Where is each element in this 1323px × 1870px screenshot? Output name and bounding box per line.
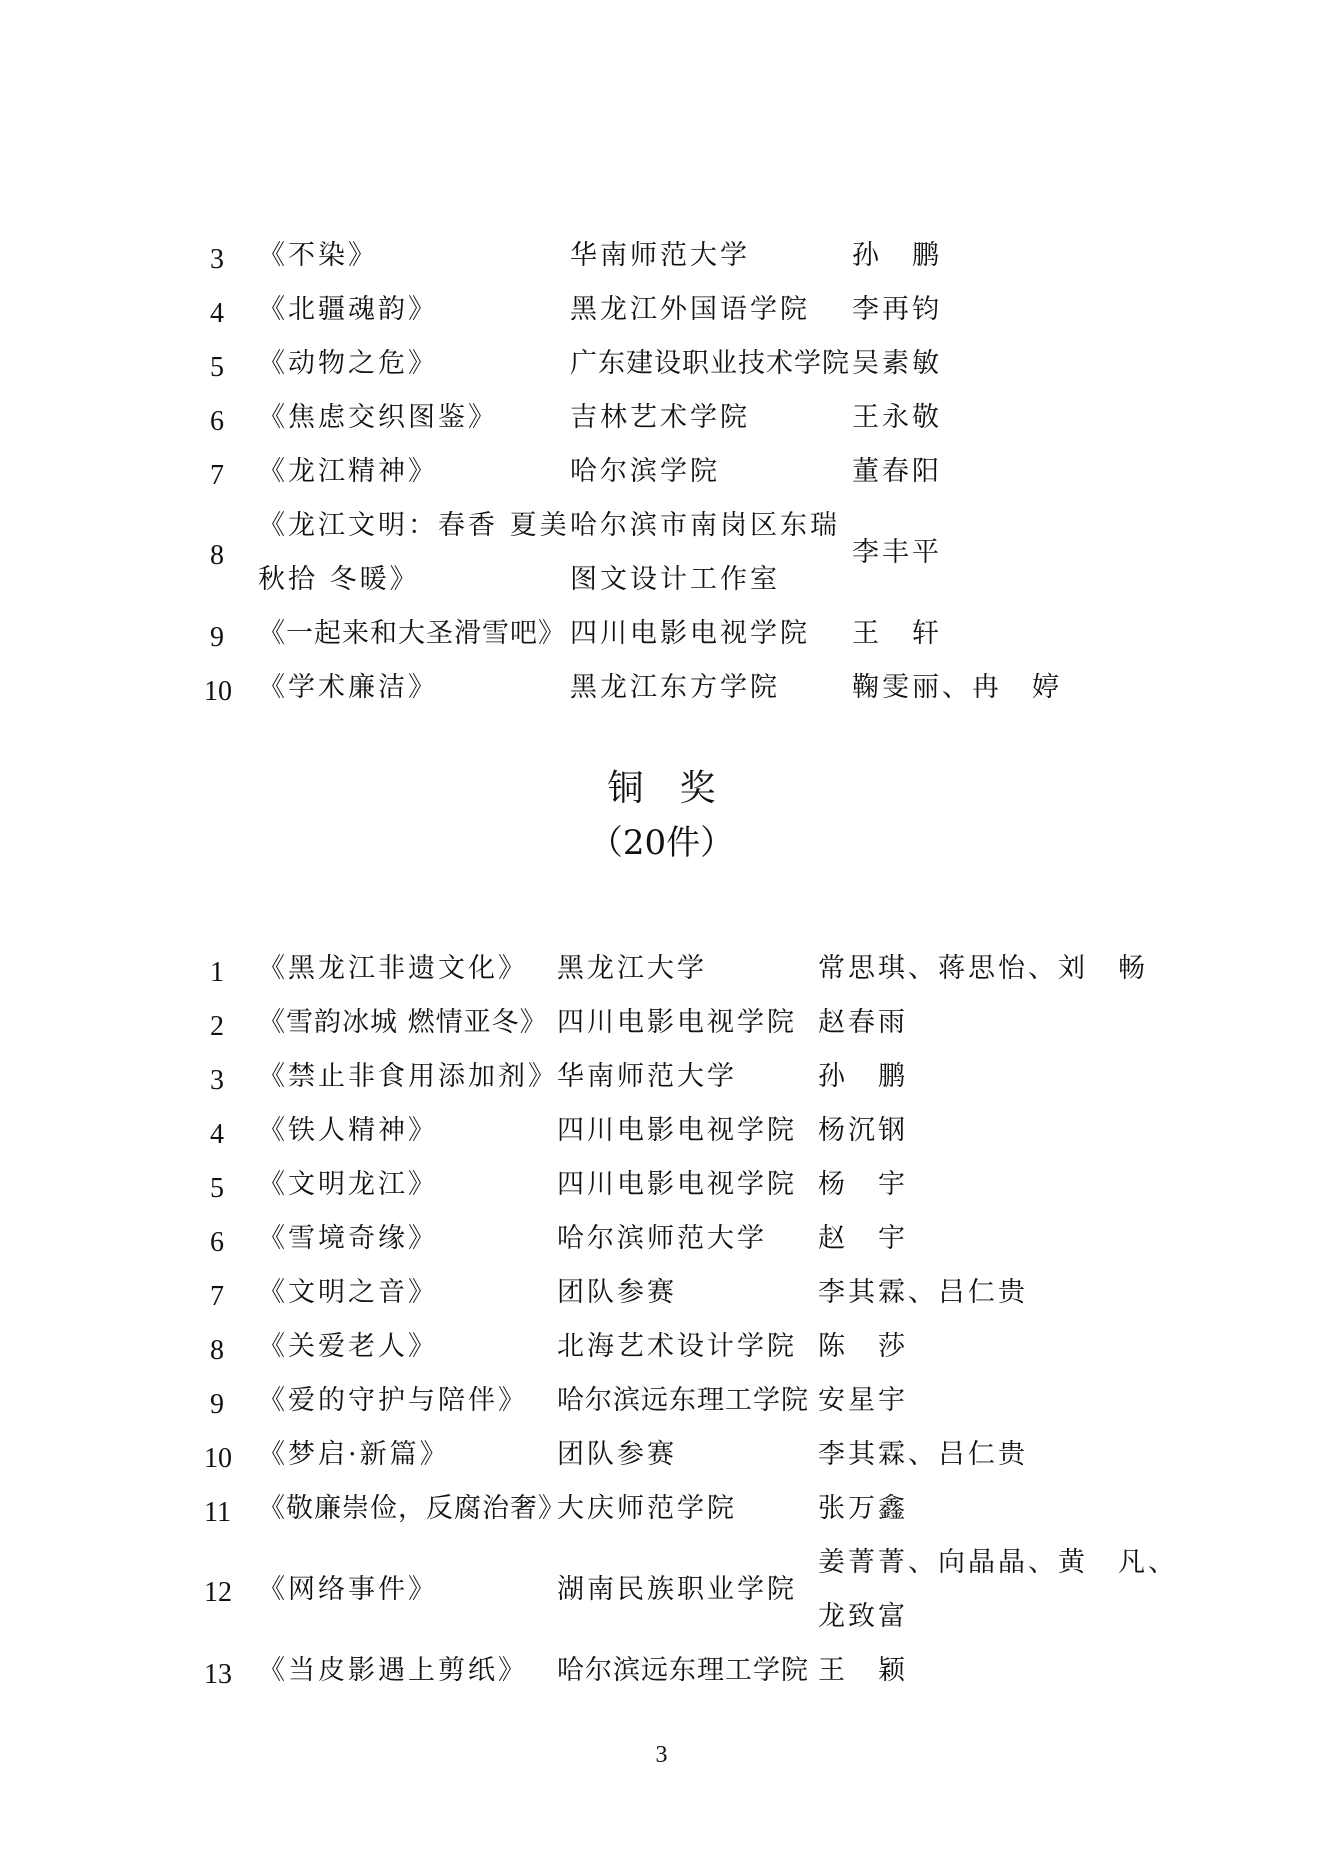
author-line-2: 龙致富: [818, 1601, 908, 1632]
table-row: [0, 1644, 1323, 1698]
table-row: [0, 1536, 1323, 1644]
row-number: 12: [204, 1577, 232, 1608]
table-row: [0, 337, 1323, 391]
organization-line-1: 哈尔滨市南岗区东瑞: [570, 510, 840, 541]
author: 王 颖: [818, 1655, 908, 1686]
table-row: [0, 1320, 1323, 1374]
work-title: 《网络事件》: [258, 1574, 438, 1605]
row-number: 3: [210, 244, 224, 275]
table-row: [0, 1050, 1323, 1104]
organization-line-2: 图文设计工作室: [570, 564, 780, 595]
organization: 团队参赛: [557, 1439, 677, 1470]
organization: 哈尔滨师范大学: [557, 1223, 767, 1254]
organization: 大庆师范学院: [557, 1493, 737, 1524]
work-title: 《雪韵冰城 燃情亚冬》: [258, 1007, 548, 1038]
table-row: [0, 391, 1323, 445]
author-line-1: 姜菁菁、向晶晶、黄 凡、: [818, 1547, 1178, 1578]
row-number: 2: [210, 1011, 224, 1042]
author: 鞠雯丽、冉 婷: [852, 672, 1062, 703]
work-title-line-2: 秋拾 冬暖》: [258, 564, 420, 595]
author: 王 轩: [852, 618, 942, 649]
table-row: [0, 229, 1323, 283]
work-title: 《禁止非食用添加剂》: [258, 1061, 558, 1092]
work-title-line-1: 《龙江文明：春香 夏美: [258, 510, 570, 541]
organization: 哈尔滨远东理工学院: [557, 1655, 809, 1686]
author: 赵 宇: [818, 1223, 908, 1254]
row-number: 7: [210, 1281, 224, 1312]
table-row: [0, 1104, 1323, 1158]
section-count: （20件）: [588, 823, 735, 863]
author: 常思琪、蒋思怡、刘 畅: [818, 953, 1148, 984]
work-title: 《敬廉崇俭，反腐治奢》: [258, 1493, 566, 1524]
organization: 华南师范大学: [557, 1061, 737, 1092]
work-title: 《当皮影遇上剪纸》: [258, 1655, 528, 1686]
organization: 黑龙江外国语学院: [570, 294, 810, 325]
work-title: 《文明龙江》: [258, 1169, 438, 1200]
row-number: 4: [210, 1119, 224, 1150]
work-title: 《关爱老人》: [258, 1331, 438, 1362]
organization: 广东建设职业技术学院: [570, 348, 850, 379]
work-title: 《不染》: [258, 240, 378, 271]
organization: 四川电影电视学院: [570, 618, 810, 649]
table-row: [0, 607, 1323, 661]
row-number: 9: [210, 622, 224, 653]
row-number: 5: [210, 1173, 224, 1204]
organization: 吉林艺术学院: [570, 402, 750, 433]
author: 孙 鹏: [852, 240, 942, 271]
work-title: 《动物之危》: [258, 348, 438, 379]
work-title: 《文明之音》: [258, 1277, 438, 1308]
table-row: [0, 1374, 1323, 1428]
row-number: 10: [204, 676, 232, 707]
row-number: 6: [210, 406, 224, 437]
table-row: [0, 283, 1323, 337]
author: 张万鑫: [818, 1493, 908, 1524]
work-title: 《学术廉洁》: [258, 672, 438, 703]
row-number: 8: [210, 1335, 224, 1366]
table-row: [0, 942, 1323, 996]
organization: 团队参赛: [557, 1277, 677, 1308]
row-number: 10: [204, 1443, 232, 1474]
row-number: 3: [210, 1065, 224, 1096]
section-title: 铜 奖: [607, 768, 716, 809]
page-number: 3: [655, 1742, 668, 1768]
author: 杨沉钢: [818, 1115, 908, 1146]
author: 李再钧: [852, 294, 942, 325]
table-row: [0, 499, 1323, 607]
organization: 哈尔滨学院: [570, 456, 720, 487]
table-row: [0, 1482, 1323, 1536]
work-title: 《铁人精神》: [258, 1115, 438, 1146]
table-row: [0, 1428, 1323, 1482]
organization: 四川电影电视学院: [557, 1169, 797, 1200]
table-row: [0, 1158, 1323, 1212]
row-number: 6: [210, 1227, 224, 1258]
table-row: [0, 1212, 1323, 1266]
author: 陈 莎: [818, 1331, 908, 1362]
author: 董春阳: [852, 456, 942, 487]
work-title: 《龙江精神》: [258, 456, 438, 487]
author: 孙 鹏: [818, 1061, 908, 1092]
table-row: [0, 661, 1323, 715]
author: 吴素敏: [852, 348, 942, 379]
organization: 北海艺术设计学院: [557, 1331, 797, 1362]
table-row: [0, 996, 1323, 1050]
organization: 湖南民族职业学院: [557, 1574, 797, 1605]
organization: 四川电影电视学院: [557, 1007, 797, 1038]
row-number: 9: [210, 1389, 224, 1420]
work-title: 《焦虑交织图鉴》: [258, 402, 498, 433]
table-row: [0, 445, 1323, 499]
author: 李其霖、吕仁贵: [818, 1439, 1028, 1470]
organization: 黑龙江东方学院: [570, 672, 780, 703]
organization: 华南师范大学: [570, 240, 750, 271]
work-title: 《梦启·新篇》: [258, 1439, 450, 1470]
work-title: 《黑龙江非遗文化》: [258, 953, 528, 984]
table-row: [0, 1266, 1323, 1320]
author: 赵春雨: [818, 1007, 908, 1038]
organization: 黑龙江大学: [557, 953, 707, 984]
author: 安星宇: [818, 1385, 908, 1416]
author: 李其霖、吕仁贵: [818, 1277, 1028, 1308]
author: 王永敬: [852, 402, 942, 433]
row-number: 1: [210, 957, 224, 988]
author: 李丰平: [852, 537, 942, 568]
row-number: 5: [210, 352, 224, 383]
work-title: 《一起来和大圣滑雪吧》: [258, 618, 566, 649]
work-title: 《北疆魂韵》: [258, 294, 438, 325]
organization: 哈尔滨远东理工学院: [557, 1385, 809, 1416]
work-title: 《爱的守护与陪伴》: [258, 1385, 528, 1416]
row-number: 11: [204, 1497, 231, 1528]
row-number: 7: [210, 460, 224, 491]
row-number: 13: [204, 1659, 232, 1690]
organization: 四川电影电视学院: [557, 1115, 797, 1146]
row-number: 8: [210, 540, 224, 571]
work-title: 《雪境奇缘》: [258, 1223, 438, 1254]
author: 杨 宇: [818, 1169, 908, 1200]
row-number: 4: [210, 298, 224, 329]
